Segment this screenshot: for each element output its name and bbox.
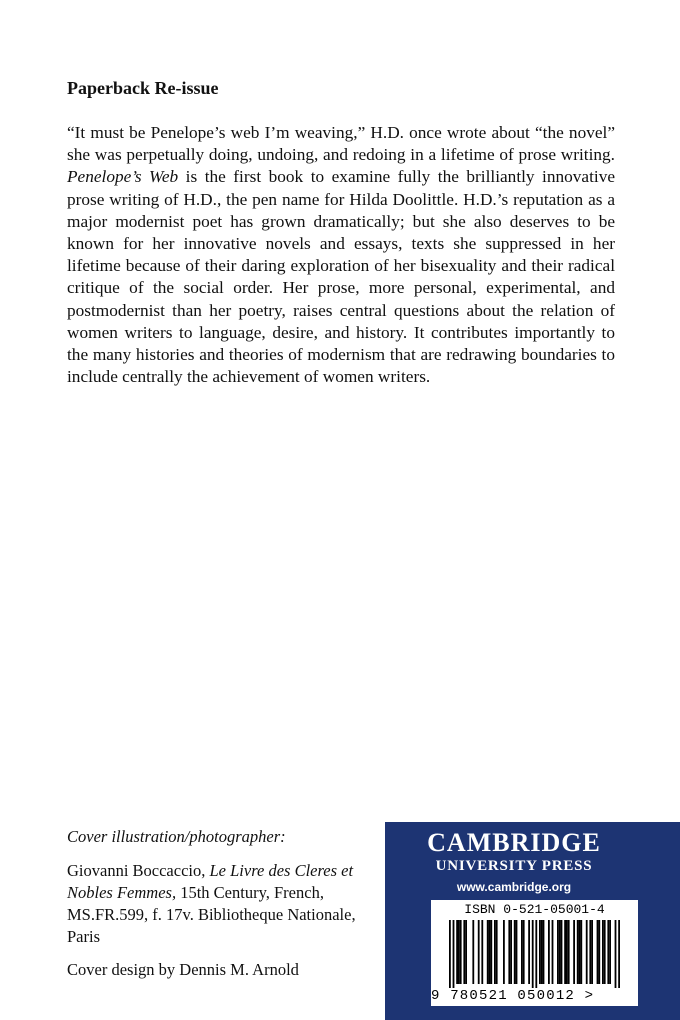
barcode-bar	[494, 920, 496, 984]
barcode-bar	[472, 920, 474, 984]
barcode-bar	[615, 920, 617, 988]
publisher-subname: UNIVERSITY PRESS	[435, 858, 593, 874]
barcode-bar	[548, 920, 550, 984]
barcode-bar	[539, 920, 541, 984]
barcode-bar	[602, 920, 604, 984]
artist-name: Giovanni Boccaccio,	[67, 861, 210, 880]
barcode-bar	[465, 920, 467, 984]
barcode-bar	[463, 920, 465, 984]
barcode-bar	[597, 920, 599, 984]
publisher-name: CAMBRIDGE	[427, 828, 601, 857]
barcode-bar	[508, 920, 510, 984]
barcode-bar	[478, 920, 480, 984]
barcode-bar	[449, 920, 451, 988]
work-details: 15th Century, French, MS.FR.599, f. 17v. Bibliotheque Nationale, Paris	[67, 883, 356, 946]
barcode-bar	[586, 920, 588, 984]
barcode-bar	[516, 920, 518, 984]
barcode-bar	[532, 920, 534, 988]
credit-heading: Cover illustration/photographer:	[67, 827, 286, 846]
barcode-bar	[528, 920, 530, 984]
isbn-label: ISBN 0-521-05001-4	[464, 902, 605, 917]
barcode-bar	[541, 920, 543, 984]
barcode-bar	[543, 920, 545, 984]
barcode-digits: 9 780521 050012 >	[431, 988, 595, 1004]
work-title: Le Livre des Cleres et Nobles Femmes,	[67, 861, 354, 902]
barcode-bar	[514, 920, 516, 984]
barcode-bar	[604, 920, 606, 984]
barcode-bar	[579, 920, 581, 984]
book-title: Penelope’s Web	[67, 167, 179, 187]
book-description	[67, 122, 615, 388]
barcode-bar	[460, 920, 462, 984]
barcode-bar	[618, 920, 620, 988]
barcode-bar	[557, 920, 559, 984]
barcode-bar	[487, 920, 489, 984]
barcode-bar	[589, 920, 591, 984]
barcode-bar	[521, 920, 523, 984]
illustration-credit	[67, 860, 367, 948]
design-credit: Cover design by Dennis M. Arnold	[67, 960, 299, 979]
description-part-1: “It must be Penelope’s web I’m weaving,” H.D. once wrote about “the novel” she was perpetually doing, undoing, and redoing in a lifetime of prose writing.	[67, 123, 615, 165]
barcode-bar	[607, 920, 609, 984]
barcode-bar	[564, 920, 566, 984]
barcode-bar	[489, 920, 491, 984]
section-heading: Paperback Re-issue	[67, 78, 219, 98]
barcode-label	[431, 900, 638, 1006]
barcode-bar	[510, 920, 512, 984]
barcode-bar	[481, 920, 483, 984]
barcode-icon	[431, 920, 638, 988]
barcode-bar	[566, 920, 568, 984]
barcode-bar	[490, 920, 492, 984]
barcode-bar	[456, 920, 458, 984]
description-part-2: is the first book to examine fully the brilliantly innovative prose writing of H.D., the pen name for Hilda Doolittle. H.D.’s reputation as a major modernist poet has grown dramatically; but she also deserves to be known for her innovative novels and essays, texts she suppressed in her lifetime because of their daring exploration of her bisexuality and their radical critique of the social order. Her prose, more personal, experimental, and postmodernist than her poetry, raises central questions about the relation of women writers to language, desire, and history. It contributes importantly to the many histories and theories of modernism that are redrawing boundaries to include centrally the achievement of women writers.	[67, 167, 616, 387]
publisher-panel	[385, 822, 680, 1020]
barcode-bar	[561, 920, 563, 984]
publisher-website: www.cambridge.org	[456, 880, 572, 894]
barcode-bar	[591, 920, 593, 984]
barcode-bar	[577, 920, 579, 984]
barcode-bar	[453, 920, 455, 988]
barcode-bar	[598, 920, 600, 984]
barcode-bar	[496, 920, 498, 984]
barcode-bar	[503, 920, 505, 984]
barcode-bar	[559, 920, 561, 984]
barcode-bar	[568, 920, 570, 984]
barcode-bar	[523, 920, 525, 984]
barcode-bar	[552, 920, 554, 984]
barcode-bar	[458, 920, 460, 984]
barcode-bar	[535, 920, 537, 988]
barcode-bar	[580, 920, 582, 984]
barcode-bar	[609, 920, 611, 984]
cover-credits	[67, 826, 367, 981]
barcode-bar	[573, 920, 575, 984]
